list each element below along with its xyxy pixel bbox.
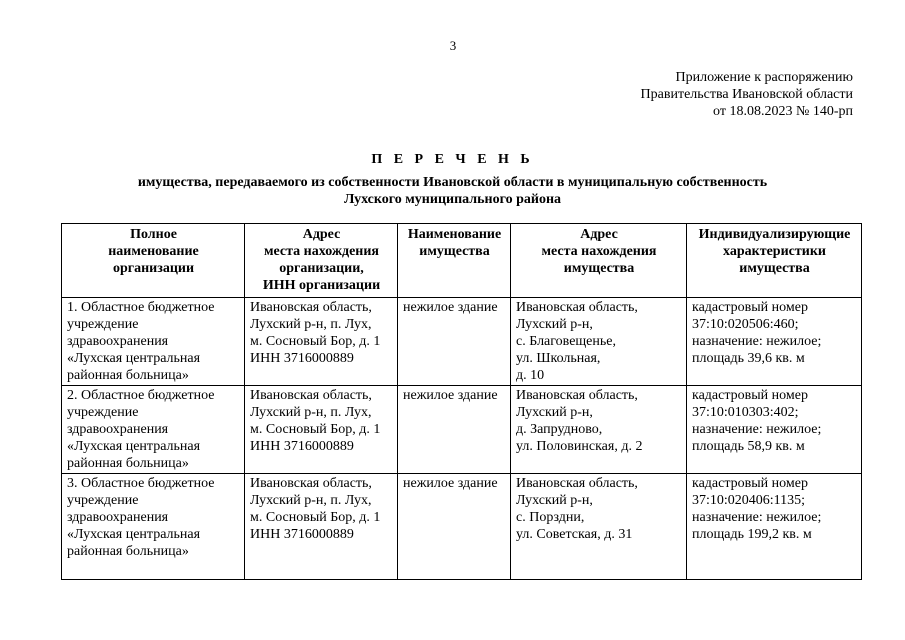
table-row	[62, 474, 862, 580]
cell-line: Полное	[130, 227, 177, 242]
cell-line: нежилое здание	[403, 388, 498, 403]
page-number: 3	[449, 38, 457, 53]
cell-line: ул. Советская, д. 31	[516, 527, 633, 542]
cell-line: нежилое здание	[403, 300, 498, 315]
cell-line: кадастровый номер	[692, 388, 808, 403]
cell-line: учреждение	[67, 405, 139, 420]
table-row	[62, 386, 862, 474]
subtitle-line: имущества, передаваемого из собственности Ивановской области в муниципальную собственность	[137, 175, 768, 190]
header-property-address	[511, 224, 687, 298]
cell-line: Наименование	[407, 227, 502, 242]
cell-line: имущества	[563, 261, 635, 276]
cell-line: «Лухская центральная	[67, 527, 201, 542]
cell-line: Ивановская область,	[516, 300, 638, 315]
cell-line: Лухский р-н, п. Лух,	[250, 405, 372, 420]
cell-line: ИНН 3716000889	[250, 527, 354, 542]
cell-line: «Лухская центральная	[67, 439, 201, 454]
cell-line: назначение: нежилое;	[692, 422, 822, 437]
cell-line: ИНН организации	[262, 278, 381, 293]
cell-line: Лухский р-н, п. Лух,	[250, 317, 372, 332]
cell-line: ул. Половинская, д. 2	[516, 439, 643, 454]
cell-line: здравоохранения	[67, 510, 169, 525]
cell-line: здравоохранения	[67, 334, 169, 349]
cell-line: имущества	[739, 261, 810, 276]
cell-org-name	[62, 386, 245, 474]
cell-line: районная больница»	[67, 368, 189, 383]
cell-line: 37:10:010303:402;	[692, 405, 799, 420]
cell-line: площадь 58,9 кв. м	[692, 439, 805, 454]
cell-org-name	[62, 298, 245, 386]
cell-line: д. Запрудново,	[516, 422, 603, 437]
header-org-name	[62, 224, 245, 298]
cell-line: Ивановская область,	[516, 388, 638, 403]
cell-line: районная больница»	[67, 544, 189, 559]
cell-line: Адрес	[302, 227, 341, 242]
cell-line: учреждение	[67, 493, 139, 508]
cell-line: Индивидуализирующие	[698, 227, 851, 242]
cell-org-address	[245, 474, 398, 580]
header-property-name	[398, 224, 511, 298]
cell-line: наименование	[108, 244, 199, 259]
cell-characteristics	[687, 386, 862, 474]
cell-line: м. Сосновый Бор, д. 1	[250, 422, 381, 437]
cell-line: кадастровый номер	[692, 476, 808, 491]
cell-line: Лухский р-н, п. Лух,	[250, 493, 372, 508]
cell-line: с. Благовещенье,	[516, 334, 616, 349]
cell-line: Лухский р-н,	[516, 493, 593, 508]
cell-line: 1. Областное бюджетное	[67, 300, 215, 315]
table-header-row	[62, 224, 862, 298]
table-row	[62, 298, 862, 386]
cell-line: Ивановская область,	[516, 476, 638, 491]
cell-line: площадь 199,2 кв. м	[692, 527, 812, 542]
cell-line: площадь 39,6 кв. м	[692, 351, 805, 366]
cell-line: Ивановская область,	[250, 476, 372, 491]
header-org-address	[245, 224, 398, 298]
cell-property-name	[398, 386, 511, 474]
cell-line: назначение: нежилое;	[692, 510, 822, 525]
cell-line: 3. Областное бюджетное	[67, 476, 215, 491]
cell-line: с. Порздни,	[516, 510, 585, 525]
cell-org-address	[245, 298, 398, 386]
appendix-note	[641, 69, 853, 120]
cell-line: учреждение	[67, 317, 139, 332]
subtitle-line: Лухского муниципального района	[343, 192, 562, 207]
cell-line: м. Сосновый Бор, д. 1	[250, 334, 381, 349]
cell-line: Лухский р-н,	[516, 317, 593, 332]
cell-property-address	[511, 474, 687, 580]
cell-line: 37:10:020506:460;	[692, 317, 799, 332]
appendix-line: от 18.08.2023 № 140-рп	[713, 104, 853, 119]
cell-line: 37:10:020406:1135;	[692, 493, 806, 508]
appendix-line: Приложение к распоряжению	[675, 70, 853, 85]
cell-line: 2. Областное бюджетное	[67, 388, 215, 403]
cell-line: имущества	[419, 244, 490, 259]
document-subtitle	[0, 174, 905, 208]
cell-line: Ивановская область,	[250, 300, 372, 315]
header-characteristics	[687, 224, 862, 298]
cell-line: нежилое здание	[403, 476, 498, 491]
cell-property-address	[511, 298, 687, 386]
property-table	[61, 223, 862, 580]
cell-line: ИНН 3716000889	[250, 439, 354, 454]
cell-line: здравоохранения	[67, 422, 169, 437]
cell-line: Лухский р-н,	[516, 405, 593, 420]
cell-line: организации,	[279, 261, 364, 276]
cell-line: районная больница»	[67, 456, 189, 471]
cell-line: характеристики	[723, 244, 826, 259]
cell-line: «Лухская центральная	[67, 351, 201, 366]
cell-line: ИНН 3716000889	[250, 351, 354, 366]
cell-characteristics	[687, 298, 862, 386]
cell-org-name	[62, 474, 245, 580]
cell-line: ул. Школьная,	[516, 351, 601, 366]
cell-line: кадастровый номер	[692, 300, 808, 315]
cell-characteristics	[687, 474, 862, 580]
cell-line: Ивановская область,	[250, 388, 372, 403]
cell-property-name	[398, 474, 511, 580]
cell-org-address	[245, 386, 398, 474]
cell-line: назначение: нежилое;	[692, 334, 822, 349]
cell-line: места нахождения	[263, 244, 380, 259]
cell-line: Адрес	[580, 227, 618, 242]
cell-line: д. 10	[516, 368, 545, 383]
cell-property-name	[398, 298, 511, 386]
cell-line: организации	[112, 261, 195, 276]
cell-line: места нахождения	[541, 244, 657, 259]
cell-property-address	[511, 386, 687, 474]
document-title: П Е Р Е Ч Е Н Ь	[371, 152, 534, 167]
cell-line: м. Сосновый Бор, д. 1	[250, 510, 381, 525]
appendix-line: Правительства Ивановской области	[640, 87, 853, 102]
